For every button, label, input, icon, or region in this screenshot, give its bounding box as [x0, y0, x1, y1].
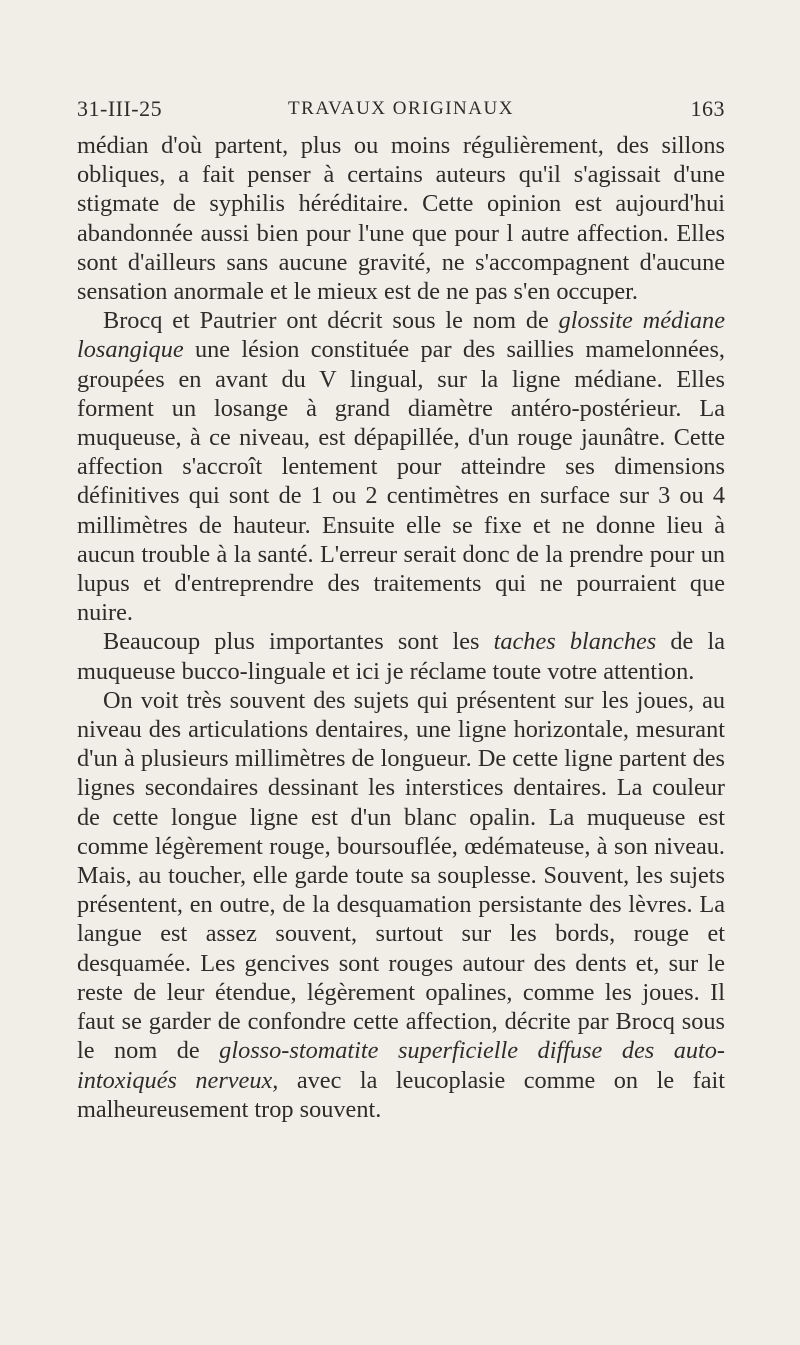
paragraph-4: [77, 686, 725, 1124]
paragraph-2: [77, 306, 725, 627]
page-number: 163: [690, 96, 725, 121]
header-date: 31-III-25: [77, 96, 163, 121]
paragraph-4-text-a: On voit très souvent des sujets qui présentent sur les joues, au niveau des articulations dentaires, une ligne horizontale, mesurant d'un à plusieurs millimètres de longueur. De cette ligne partent des lignes secondaires dessinant les interstices dentaires. La couleur de cette longue ligne est d'un blanc opalin. La muqueuse est comme légèrement rouge, boursouflée, œdémateuse, à son niveau. Mais, au toucher, elle garde toute sa souplesse. Souvent, les sujets présentent, en outre, de la desquamation persistante des lèvres. La langue est assez souvent, surtout sur les bords, rouge et desquamée. Les gencives sont rouges autour des dents et, sur le reste de leur étendue, légèrement opalines, comme les joues. Il faut se garder de confondre cette affection, décrite par Brocq sous le nom de: [77, 686, 725, 1065]
paragraph-1-text: médian d'où partent, plus ou moins régulièrement, des sillons obliques, a fait penser à certains auteurs qu'il s'agissait d'une stigmate de syphilis héréditaire. Cette opinion est aujourd'hui abandonnée aussi bien pour l'une que pour l autre affection. Elles sont d'ailleurs sans aucune gravité, ne s'accompagnent d'aucune sensation anormale et le mieux est de ne pas s'en occuper.: [77, 132, 725, 306]
term-glosso-stomatite: glosso-stomatite superficielle diffuse des auto-intoxiqués nerveux,: [77, 1037, 726, 1094]
paragraph-1: [77, 131, 725, 306]
paragraph-3-text-b: de la muqueuse bucco-linguale et ici je réclame toute votre attention.: [77, 628, 725, 685]
paragraph-3-text-a: Beaucoup plus importantes sont les: [103, 628, 494, 656]
paragraph-4-text-b: avec la leucoplasie comme on le fait malheureusement trop souvent.: [77, 1066, 726, 1123]
term-taches-blanches: taches blanches: [493, 628, 657, 656]
running-head: [77, 96, 725, 126]
term-glossite-mediane: glossite médiane losangique: [77, 307, 725, 364]
header-section-title: TRAVAUX ORIGINAUX: [288, 98, 514, 119]
paragraph-2-text-b: une lésion constituée par des saillies mamelonnées, groupées en avant du V lingual, sur la ligne médiane. Elles forment un losange à grand diamètre antéro-postérieur. La muqueuse, à ce niveau, est dépapillée, d'un rouge jaunâtre. Cette affection s'accroît lentement pour atteindre ses dimensions définitives qui sont de 1 ou 2 centimètres en surface sur 3 ou 4 millimètres de hauteur. Ensuite elle se fixe et ne donne lieu à aucun trouble à la santé. L'erreur serait donc de la prendre pour un lupus et d'entreprendre des traitements qui ne pourraient que nuire.: [77, 336, 725, 627]
paragraph-3: [77, 627, 725, 685]
paragraph-2-text-a: Brocq et Pautrier ont décrit sous le nom de: [103, 307, 559, 335]
body-text: [77, 131, 725, 1124]
